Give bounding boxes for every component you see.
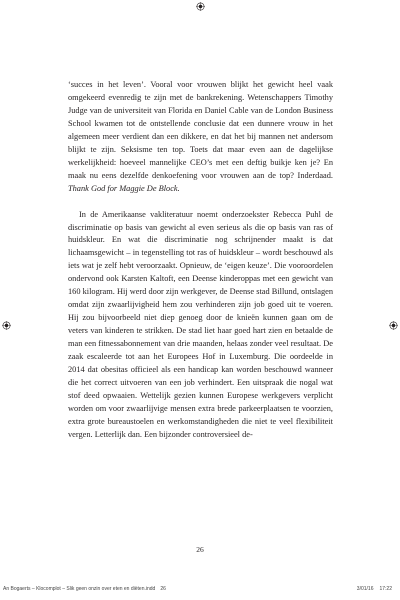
paragraph-1-text: ‘succes in het leven’. Vooral voor vrouwen blijkt het gewicht heel vaak omgekeerd evenredig te zijn met de bankrekening. Wetenschappers Timothy Judge van de universiteit van Florida en Daniel Cable van de London Business School kwamen tot de ontstellende conclusie dat een dunnere vrouw in het algemeen meer verdient dan een dikkere, en dat het bij mannen net andersom blijkt te zijn. Seksisme ten top. Toets dat maar even aan de dagelijkse werkelijkheid: hoeveel mannelijke CEO’s met een deftig buikje ken je? En maak nu eens dezelfde denkoefening voor vrouwen aan de top? Inderdaad. xyxy=(68,80,333,180)
slug-file-info xyxy=(3,586,166,592)
registration-mark-left xyxy=(2,321,11,330)
slug-date: 3/01/16 xyxy=(356,586,374,592)
body-text xyxy=(68,79,333,442)
slug-page: 26 xyxy=(160,586,166,592)
paragraph-1 xyxy=(68,79,333,196)
registration-mark-top xyxy=(196,2,205,11)
paragraph-2: In de Amerikaanse vakliteratuur noemt onderzoekster Rebecca Puhl de discriminatie op basis van gewicht al even serieus als die op basis van ras of huidskleur. En wat die discriminatie nog schrijnender maakt is dat lichaamsgewicht – in tegenstelling tot ras of huidskleur – wordt beschouwd als iets wat je zelf hebt veroorzaakt. Opnieuw, de ‘eigen keuze’. Die vooroordelen ondervond ook Karsten Kaltoft, een Deense kinderoppas met een gewicht van 160 kilogram. Hij werd door zijn werkgever, de Deense stad Billund, ontslagen omdat zijn zwaarlijvigheid hem zou verhinderen zijn job goed uit te voeren. Hij zou bijvoorbeeld niet diep genoeg door de knieën kunnen gaan om de veters van kinderen te strikken. De stad liet haar goed hart zien en betaalde de man een fitnessabonnement van drie maanden, helaas zonder veel resultaat. De zaak escaleerde tot aan het Europees Hof in Luxemburg. Die oordeelde in 2014 dat obesitas officieel als een handicap kan worden beschouwd wanneer die het correct uitvoeren van een job verhindert. Een uitspraak die nogal wat stof deed opwaaien. Wettelijk gezien kunnen Europese werkgevers verplicht worden om voor zwaarlijvige mensen extra brede parkeerplaatsen te voorzien, extra grote bureaustoelen en werkomstandigheden die niet te veel flexibiliteit vergen. Letterlijk dan. Een bijzonder controversieel de- xyxy=(68,209,333,439)
slug-time: 17:22 xyxy=(379,586,392,592)
slug-filename: An Bogaerts – Klocomplot – Slik geen onzin over eten en diëten.indd xyxy=(3,586,156,592)
slug-timestamp xyxy=(357,586,392,592)
page-number: 26 xyxy=(196,545,204,554)
registration-mark-right xyxy=(389,321,398,330)
paragraph-1-emphasis: Thank God for Maggie De Block. xyxy=(68,183,180,193)
